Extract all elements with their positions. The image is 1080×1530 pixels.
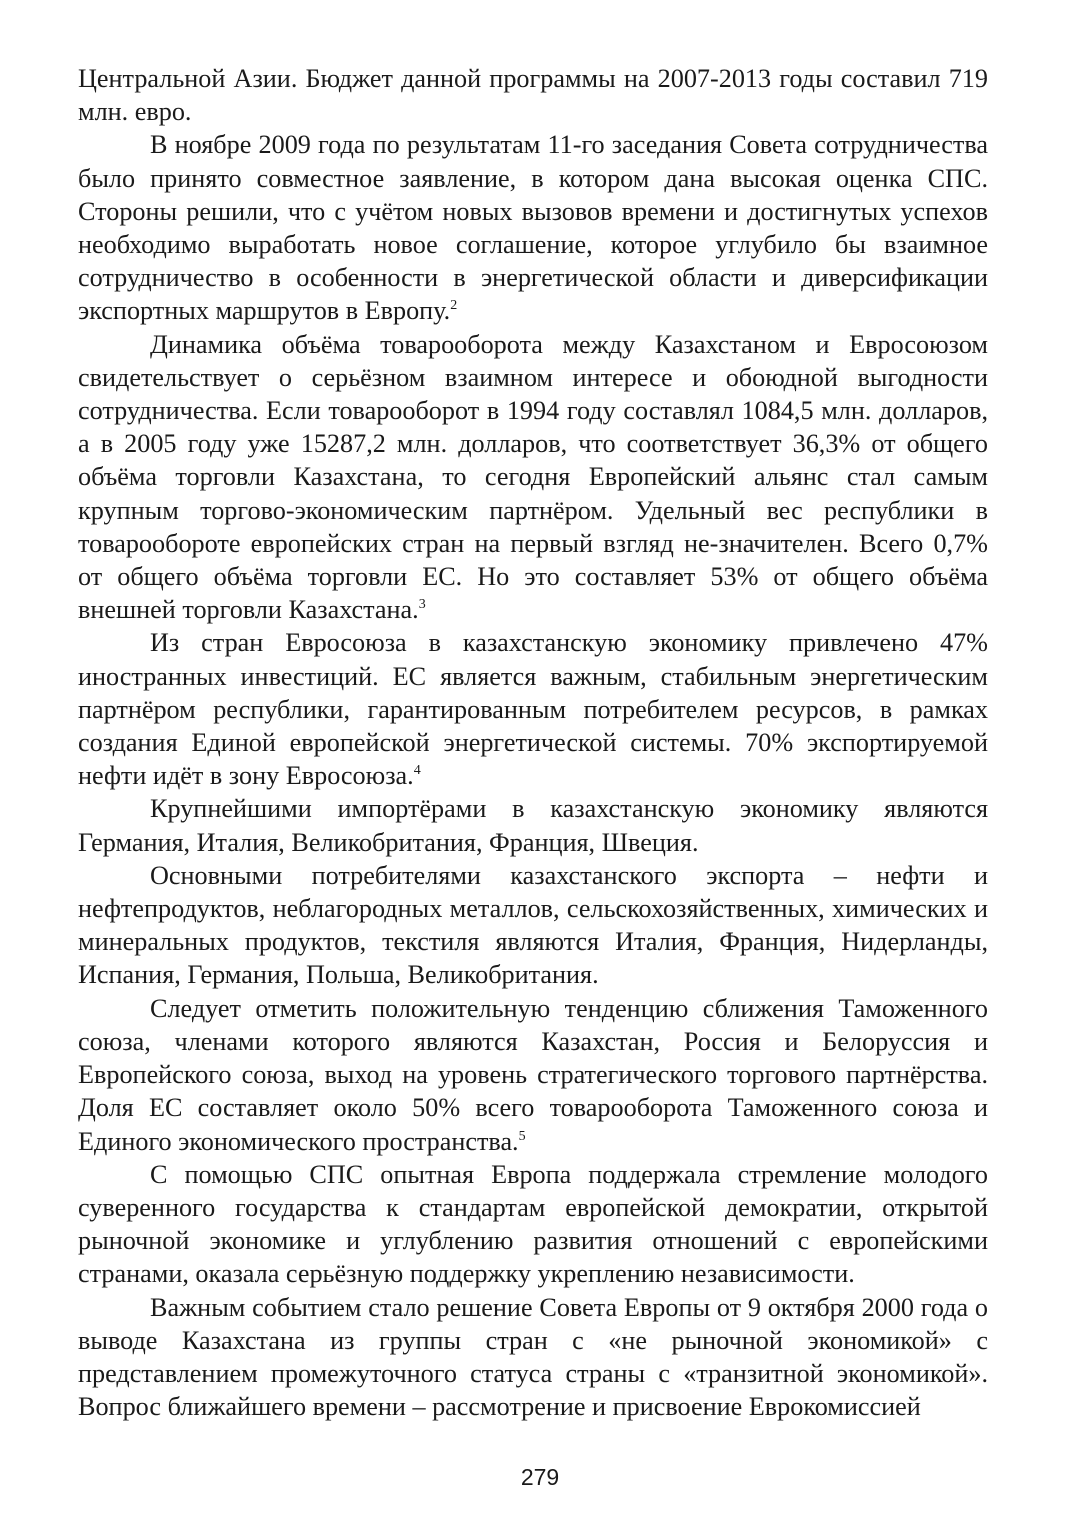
paragraph-9 <box>78 1291 988 1424</box>
paragraph-text: Основными потребителями казахстанского экспорта – нефти и нефтепродуктов, неблагородных металлов, сельскохозяйственных, химических и минеральных продуктов, текстиля являются Италия, Франция, Нидерланды, Испания, Германия, Польша, Великобритания. <box>78 860 988 990</box>
paragraph-4 <box>78 626 988 792</box>
footnote-marker: 4 <box>413 763 421 779</box>
paragraph-2 <box>78 128 988 327</box>
paragraph-5 <box>78 792 988 858</box>
page-body <box>78 62 988 1423</box>
footnote-marker: 5 <box>518 1128 526 1144</box>
page-number: 279 <box>520 1464 560 1490</box>
paragraph-text: Центральной Азии. Бюджет данной программы на 2007-2013 годы составил 719 млн. евро. <box>78 64 988 127</box>
paragraph-6 <box>78 859 988 992</box>
paragraph-text: Из стран Евросоюза в казахстанскую экономику привлечено 47% иностранных инвестиций. ЕС является важным, стабильным энергетическим партнёром республики, гарантированным потребителем ресурсов, в рамках создания Единой европейской энергетической системы. 70% экспортируемой нефти идёт в зону Евросоюза. <box>78 628 988 791</box>
paragraph-text: С помощью СПС опытная Европа поддержала стремление молодого суверенного государства к стандартам европейской демократии, открытой рыночной экономике и углублению развития отношений с европейскими странами, оказала серьёзную поддержку укреплению независимости. <box>78 1159 988 1289</box>
paragraph-1 <box>78 62 988 128</box>
paragraph-text: Важным событием стало решение Совета Европы от 9 октября 2000 года о выводе Казахстана из группы стран с «не рыночной экономикой» с представлением промежуточного статуса страны с «транзитной экономикой». Вопрос ближайшего времени – рассмотрение и присвоение Еврокомиссией <box>78 1292 988 1422</box>
paragraph-7 <box>78 992 988 1158</box>
paragraph-text: Динамика объёма товарооборота между Казахстаном и Евросоюзом свидетельствует о серьёзном взаимном интересе и обоюдной выгодности сотрудничества. Если товарооборот в 1994 году составлял 1084,5 млн. долларов, а в 2005 году уже 15287,2 млн. долларов, что соответствует 36,3% от общего объёма торговли Казахстана, то сегодня Европейский альянс стал самым крупным торгово-экономическим партнёром. Удельный вес республики в товарообороте европейских стран на первый взгляд не-значителен. Всего 0,7% от общего объёма торговли ЕС. Но это составляет 53% от общего объёма внешней торговли Казахстана. <box>78 329 988 625</box>
paragraph-text: Крупнейшими импортёрами в казахстанскую экономику являются Германия, Италия, Великобритания, Франция, Швеция. <box>78 794 988 857</box>
paragraph-text: Следует отметить положительную тенденцию сближения Таможенного союза, членами которого являются Казахстан, Россия и Белоруссия и Европейского союза, выход на уровень стратегического торгового партнёрства. Доля ЕС составляет около 50% всего товарооборота Таможенного союза и Единого экономического пространства. <box>78 993 988 1156</box>
paragraph-text: В ноябре 2009 года по результатам 11-го заседания Совета сотрудничества было принято совместное заявление, в котором дана высокая оценка СПС. Стороны решили, что с учётом новых вызовов времени и достигнутых успехов необходимо выработать новое соглашение, которое углубило бы взаимное сотрудничество в особенности в энергетической области и диверсификации экспортных маршрутов в Европу. <box>78 130 988 326</box>
paragraph-3 <box>78 328 988 627</box>
footnote-marker: 2 <box>450 298 458 314</box>
footnote-marker: 3 <box>418 597 426 613</box>
paragraph-8 <box>78 1158 988 1291</box>
